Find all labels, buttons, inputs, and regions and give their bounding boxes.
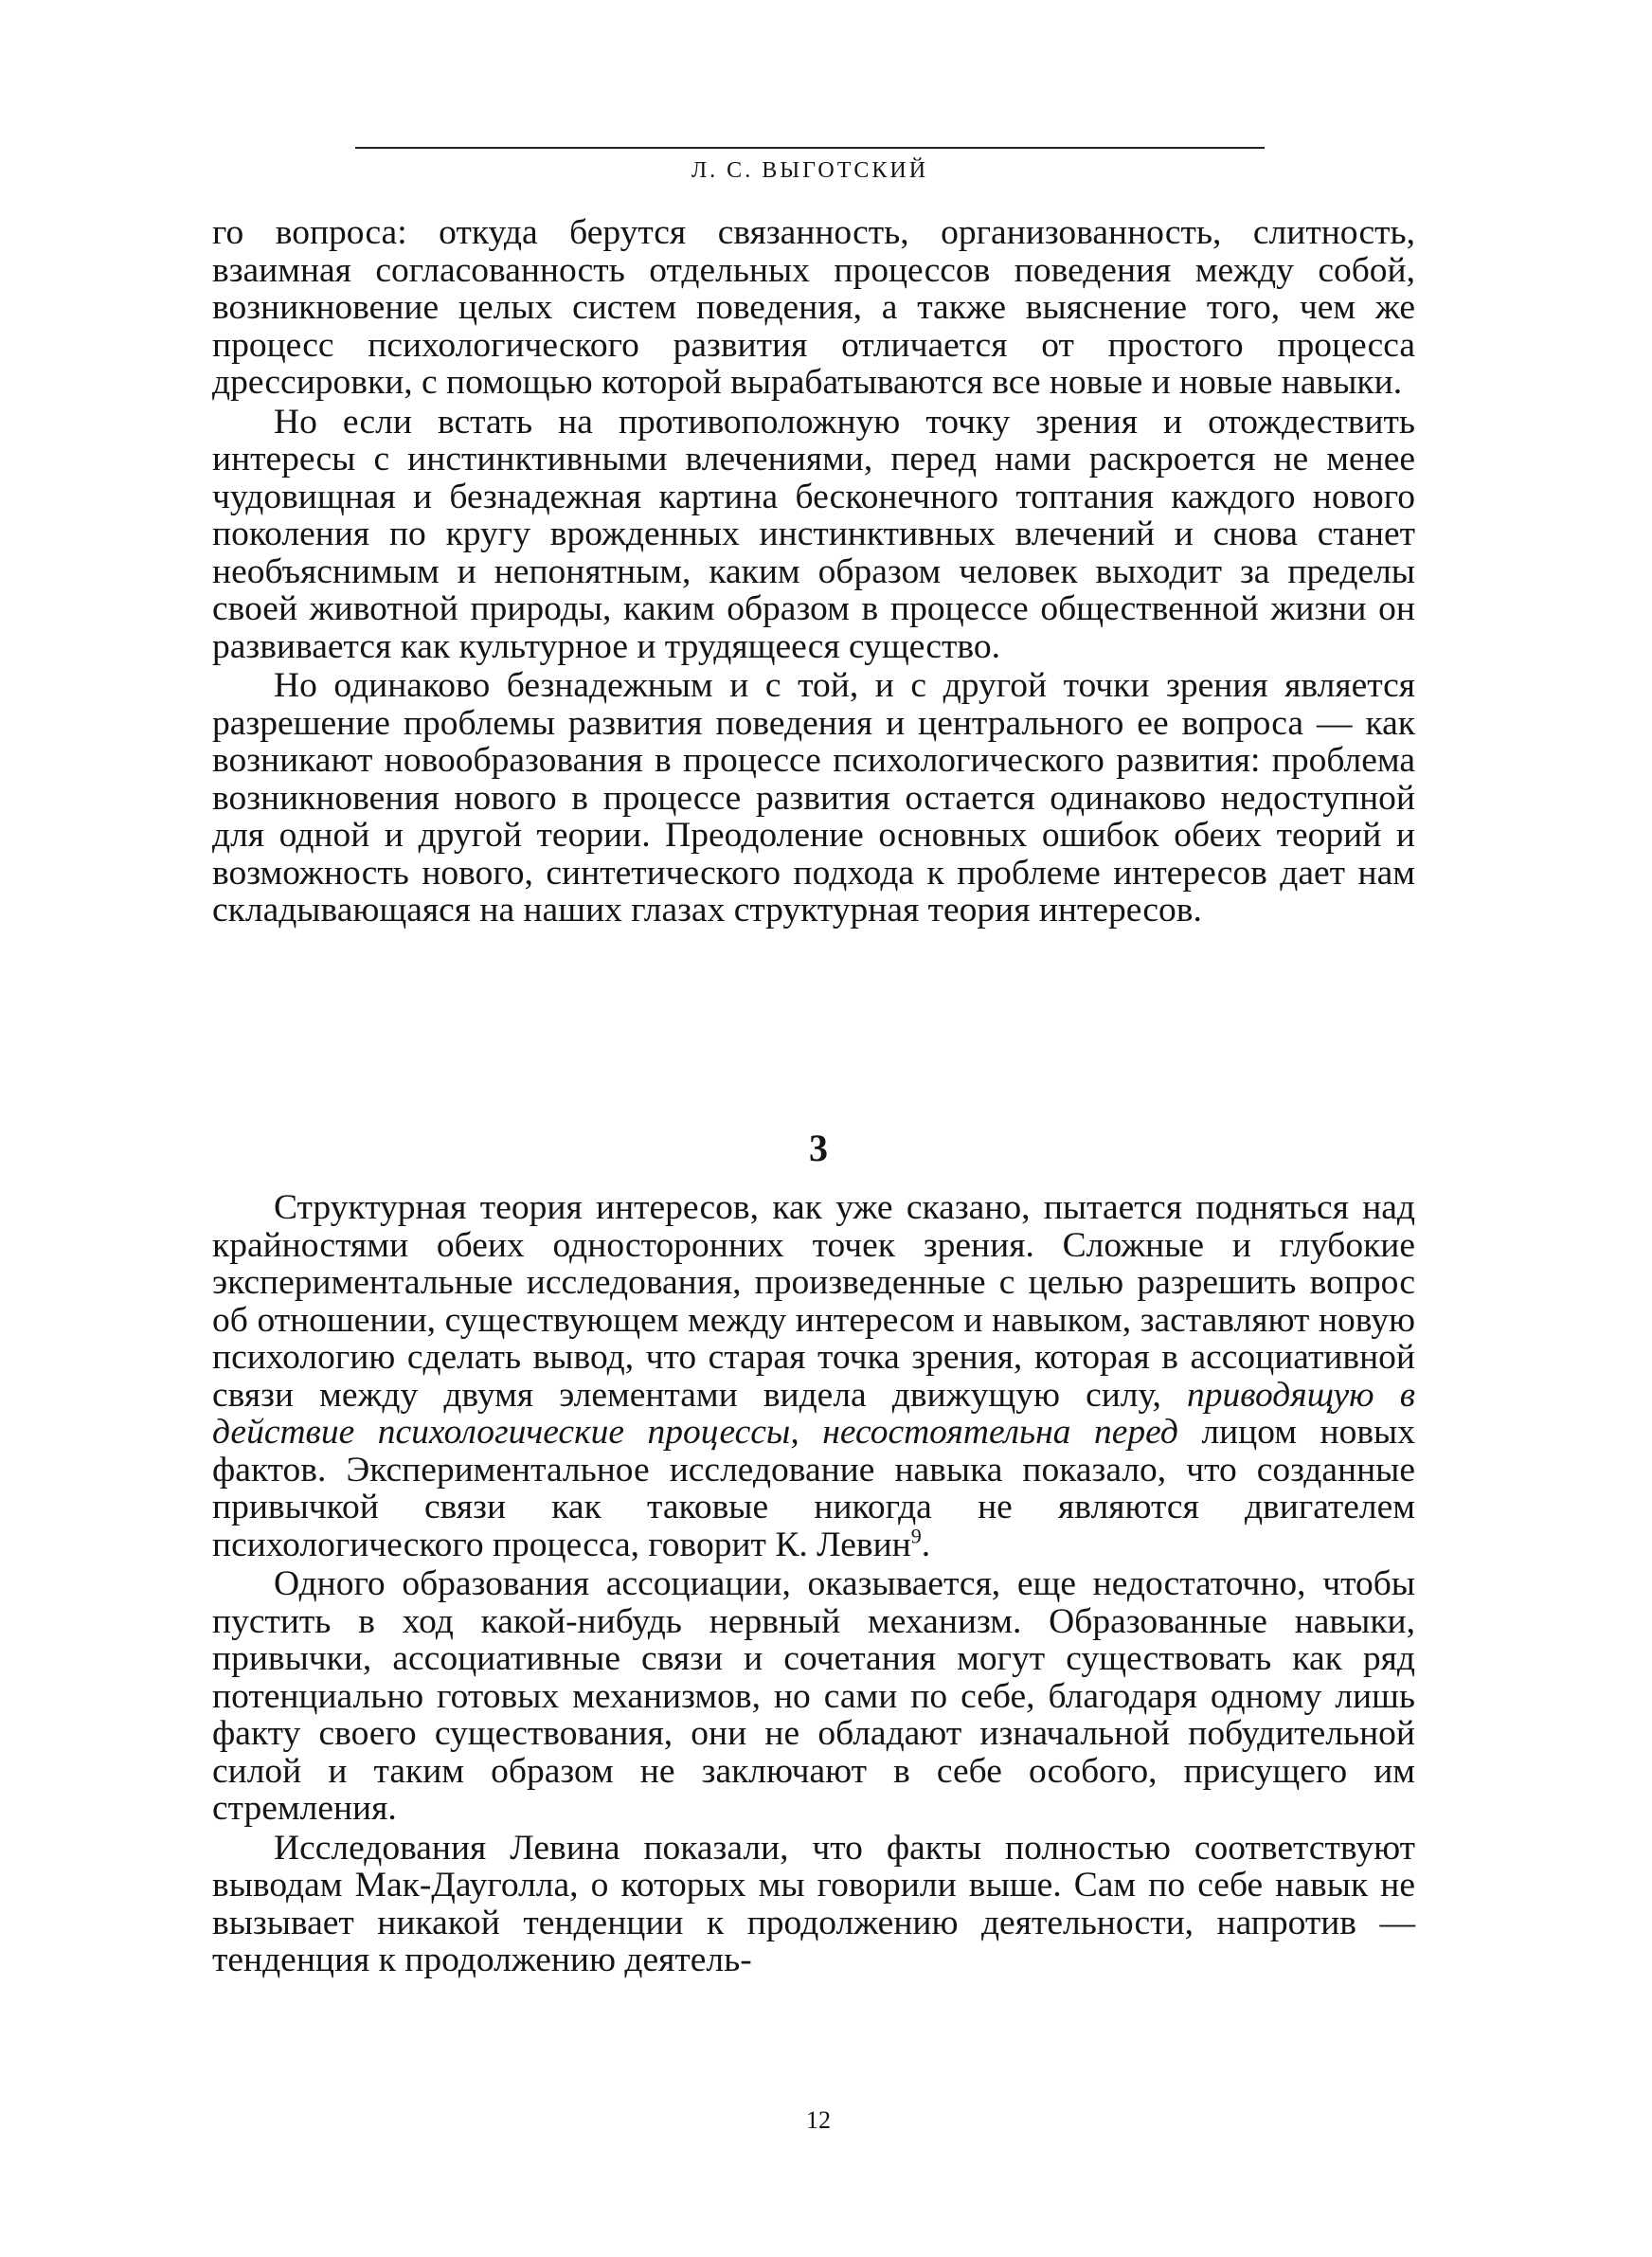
page-number: 12 bbox=[806, 2106, 831, 2134]
running-head: Л. С. ВЫГОТСКИЙ bbox=[691, 158, 929, 183]
text-block-lower bbox=[212, 1189, 1415, 1979]
paragraph-text: лицом новых фактов. Экспериментальное исследование навыка показало, что созданные привычкой связи как таковые никогда не являются двигателем психологического процесса, говорит К. Левин bbox=[212, 1413, 1415, 1564]
footnote-reference[interactable]: 9 bbox=[910, 1524, 922, 1547]
paragraph: Но если встать на противоположную точку зрения и отождествить интересы с инстинктивными влечениями, перед нами раскроется не менее чудовищная и безнадежная картина бесконечного топтания каждого нового поколения по кругу врожденных инстинктивных влечений и снова станет необъяснимым и непонятным, каким образом человек выходит за пределы своей животной природы, каким образом в процессе общественной жизни он развивается как культурное и трудящееся существо. bbox=[212, 402, 1415, 666]
paragraph-text: Структурная теория интересов, как уже сказано, пытается подняться над крайностями обеих односторонних точек зрения. Сложные и глубокие экспериментальные исследования, произведенные с целью разрешить вопрос об отношении, существующем между интересом и навыком, заставляют новую психологию сделать вывод, что старая точка зрения, которая в ассоциативной связи между двумя элементами видела движущую силу, bbox=[212, 1188, 1415, 1415]
paragraph-with-italic bbox=[212, 1189, 1415, 1563]
paragraph-continuation: го вопроса: откуда берутся связанность, организованность, слитность, взаимная согласованность отдельных процессов поведения между собой, возникновение целых систем поведения, а также выяснение того, чем же процесс психологического развития отличается от простого процесса дрессировки, с помощью которой вырабатываются все новые и новые навыки. bbox=[212, 213, 1415, 402]
paragraph: Одного образования ассоциации, оказывается, еще недостаточно, чтобы пустить в ход какой-нибудь нервный механизм. Образованные навыки, привычки, ассоциативные связи и сочетания могут существовать как ряд потенциально готовых механизмов, но сами по себе, благодаря одному лишь факту своего существования, они не обладают изначальной побудительной силой и таким образом не заключают в себе особого, присущего им стремления. bbox=[212, 1564, 1415, 1828]
text-block-upper bbox=[212, 214, 1415, 930]
paragraph: Но одинаково безнадежным и с той, и с другой точки зрения является разрешение проблемы развития поведения и центрального ее вопроса — как возникают новообразования в процессе психологического развития: проблема возникновения нового в процессе развития остается одинаково недоступной для одной и другой теории. Преодоление основных ошибок обеих теорий и возможность нового, синтетического подхода к проблеме интересов дает нам складывающаяся на наших глазах структурная теория интересов. bbox=[212, 666, 1415, 930]
italic-emphasis: приводящую в действие психологические процессы, несостоятельна перед bbox=[212, 1375, 1416, 1452]
paragraph-text: . bbox=[921, 1525, 931, 1564]
header-rule bbox=[355, 147, 1265, 149]
paragraph: Исследования Левина показали, что факты полностью соответствуют выводам Мак-Дауголла, о которых мы говорили выше. Сам по себе навык не вызывает никакой тенденции к продолжению деятельности, напротив — тенденция к продолжению деятель- bbox=[212, 1828, 1415, 1979]
section-number: 3 bbox=[809, 1127, 828, 1169]
